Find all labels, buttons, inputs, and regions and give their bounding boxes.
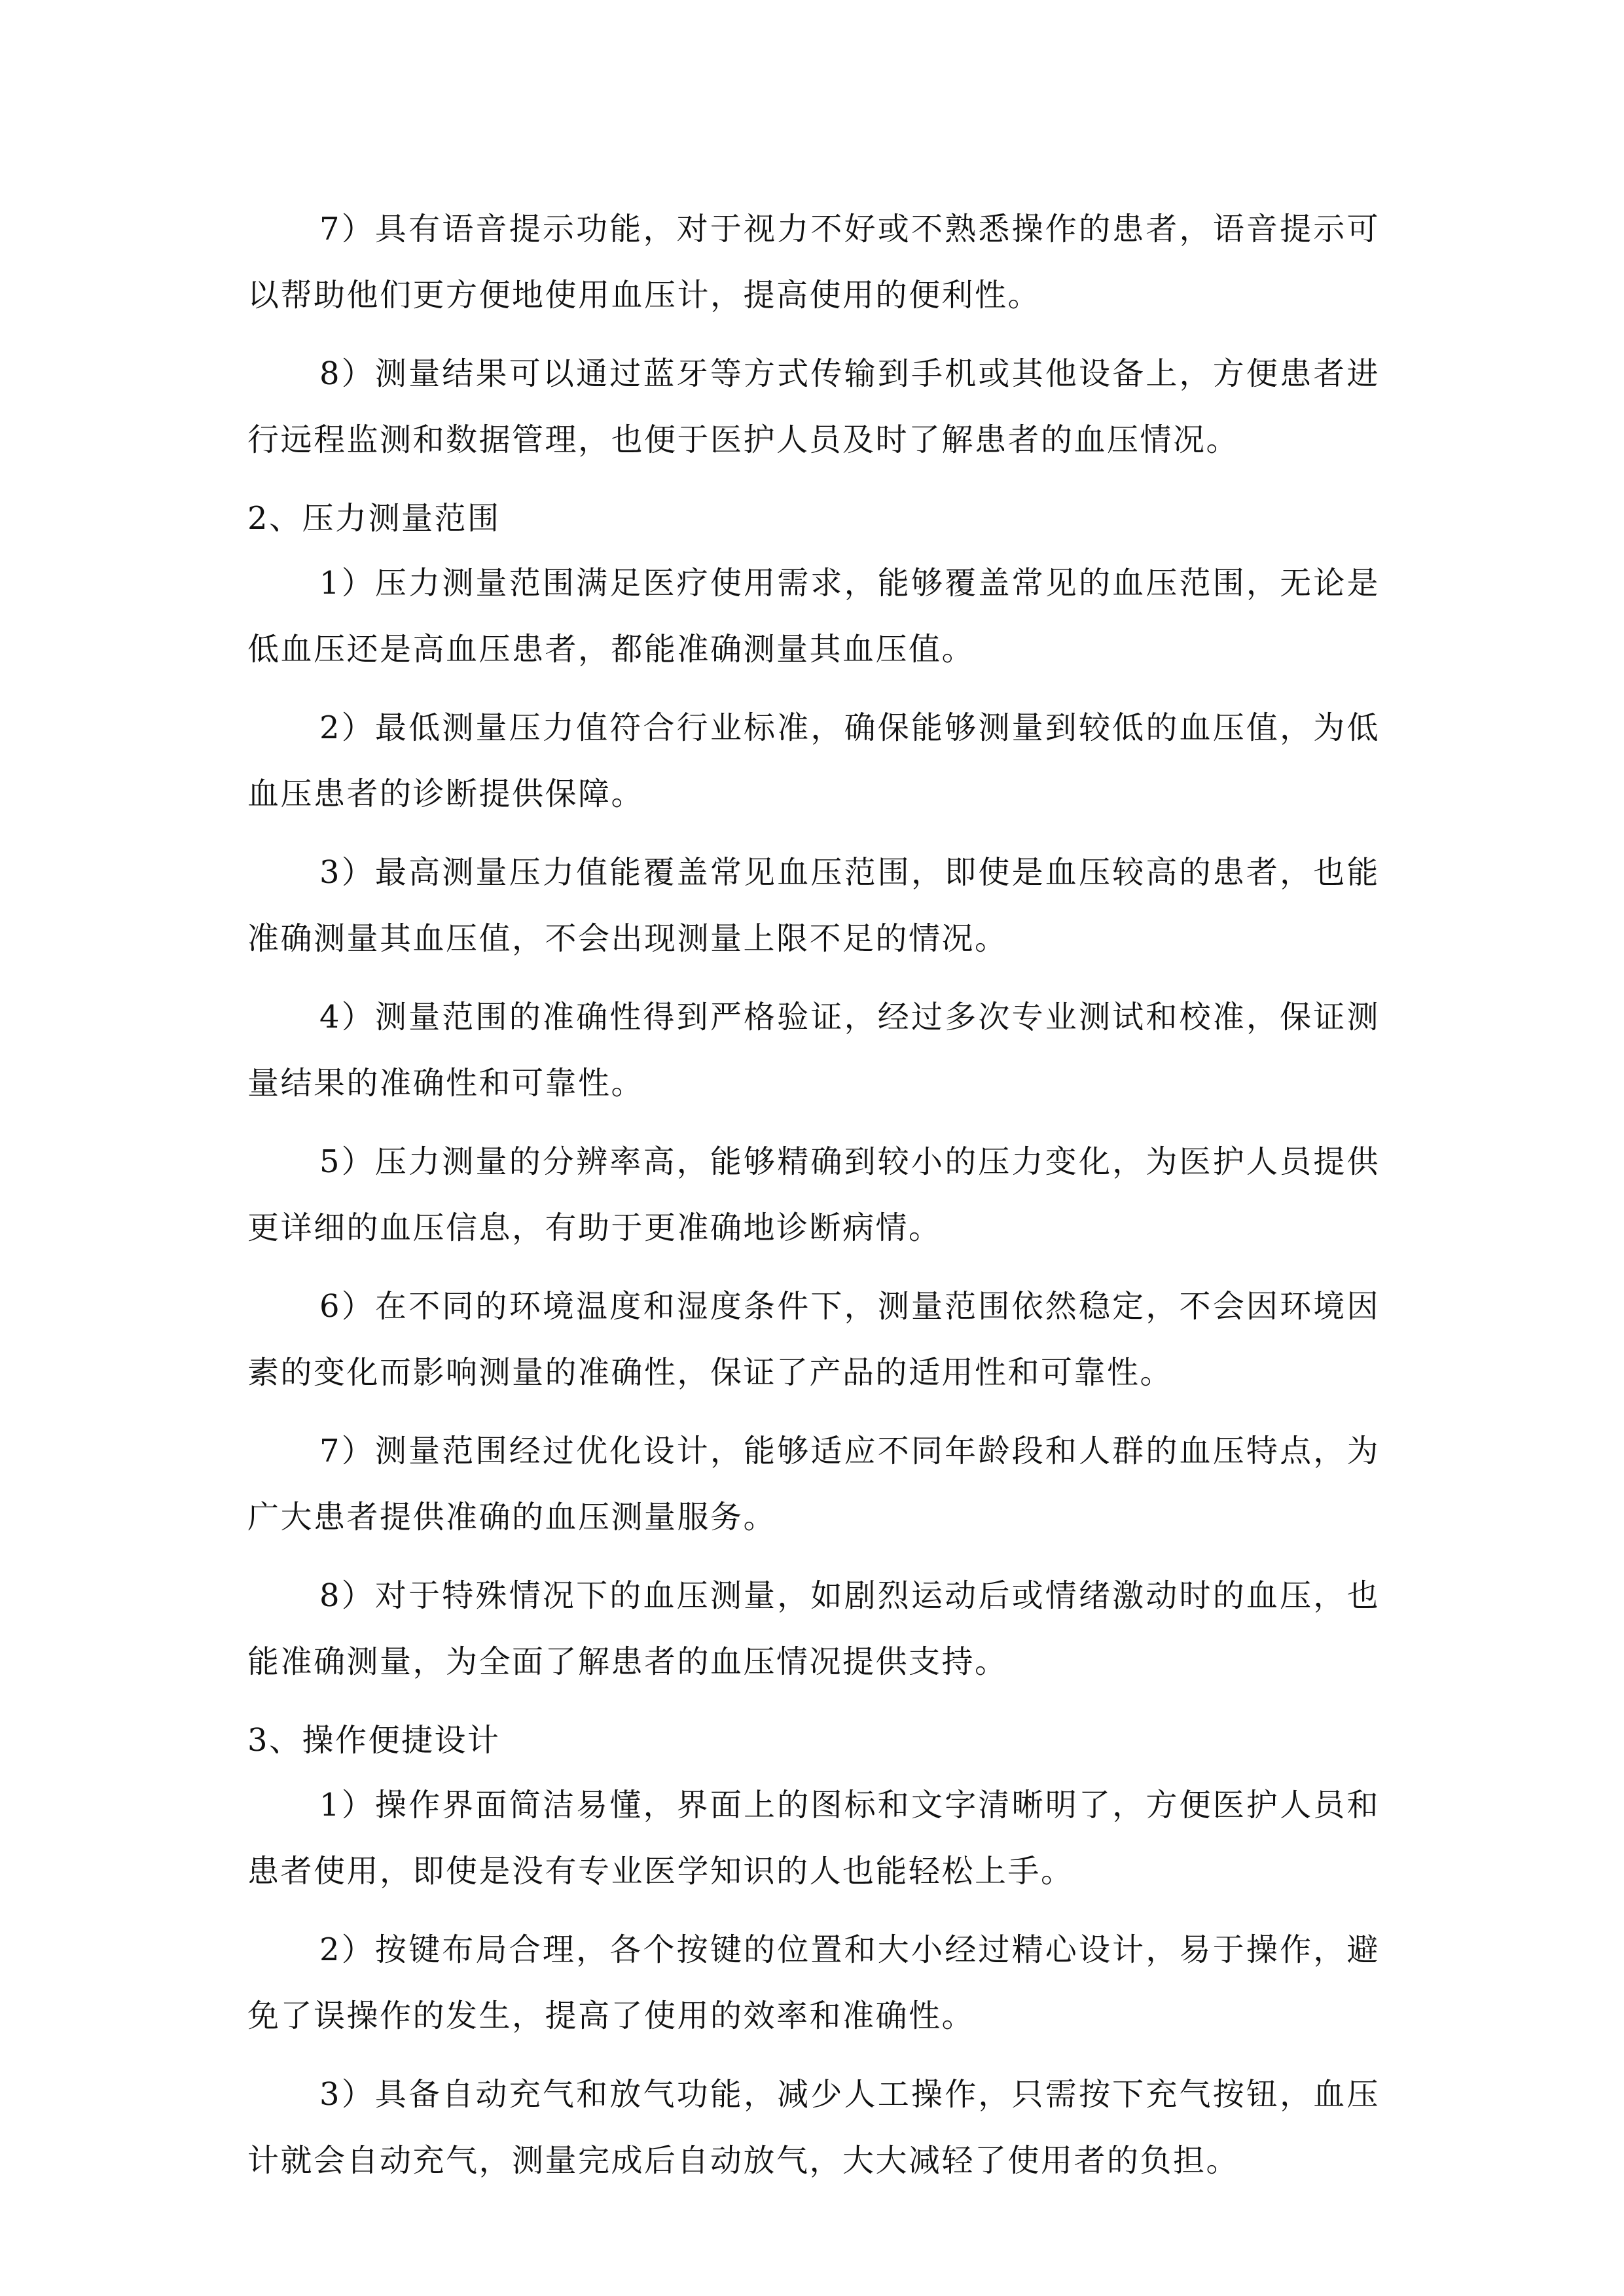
list-item-max-pressure: 3）最高测量压力值能覆盖常见血压范围，即使是血压较高的患者，也能准确测量其血压值，不会出现测量上限不足的情况。 [247, 854, 1380, 957]
document-body [247, 196, 1380, 2206]
section-heading-pressure-range: 2、压力测量范围 [247, 500, 501, 537]
list-item-range-accuracy: 4）测量范围的准确性得到严格验证，经过多次专业测试和校准，保证测量结果的准确性和可靠性。 [247, 999, 1380, 1102]
list-item-special-conditions: 8）对于特殊情况下的血压测量，如剧烈运动后或情绪激动时的血压，也能准确测量，为全面了解患者的血压情况提供支持。 [247, 1577, 1380, 1680]
list-item-min-pressure: 2）最低测量压力值符合行业标准，确保能够测量到较低的血压值，为低血压患者的诊断提供保障。 [247, 709, 1380, 812]
list-item-simple-interface: 1）操作界面简洁易懂，界面上的图标和文字清晰明了，方便医护人员和患者使用，即使是没有专业医学知识的人也能轻松上手。 [247, 1787, 1380, 1890]
list-item-range-coverage: 1）压力测量范围满足医疗使用需求，能够覆盖常见的血压范围，无论是低血压还是高血压患者，都能准确测量其血压值。 [247, 565, 1380, 668]
list-item-environment-stability: 6）在不同的环境温度和湿度条件下，测量范围依然稳定，不会因环境因素的变化而影响测量的准确性，保证了产品的适用性和可靠性。 [247, 1288, 1380, 1391]
list-item-resolution: 5）压力测量的分辨率高，能够精确到较小的压力变化，为医护人员提供更详细的血压信息，有助于更准确地诊断病情。 [247, 1143, 1380, 1246]
section-heading-easy-operation: 3、操作便捷设计 [247, 1722, 501, 1759]
list-item-button-layout: 2）按键布局合理，各个按键的位置和大小经过精心设计，易于操作，避免了误操作的发生，提高了使用的效率和准确性。 [247, 1931, 1380, 2034]
list-item-auto-inflate: 3）具备自动充气和放气功能，减少人工操作，只需按下充气按钮，血压计就会自动充气，测量完成后自动放气，大大减轻了使用者的负担。 [247, 2076, 1380, 2179]
list-item-voice-prompt: 7）具有语音提示功能，对于视力不好或不熟悉操作的患者，语音提示可以帮助他们更方便地使用血压计，提高使用的便利性。 [247, 211, 1380, 314]
list-item-bluetooth-transfer: 8）测量结果可以通过蓝牙等方式传输到手机或其他设备上，方便患者进行远程监测和数据管理，也便于医护人员及时了解患者的血压情况。 [247, 355, 1380, 458]
list-item-optimized-range: 7）测量范围经过优化设计，能够适应不同年龄段和人群的血压特点，为广大患者提供准确的血压测量服务。 [247, 1433, 1380, 1535]
